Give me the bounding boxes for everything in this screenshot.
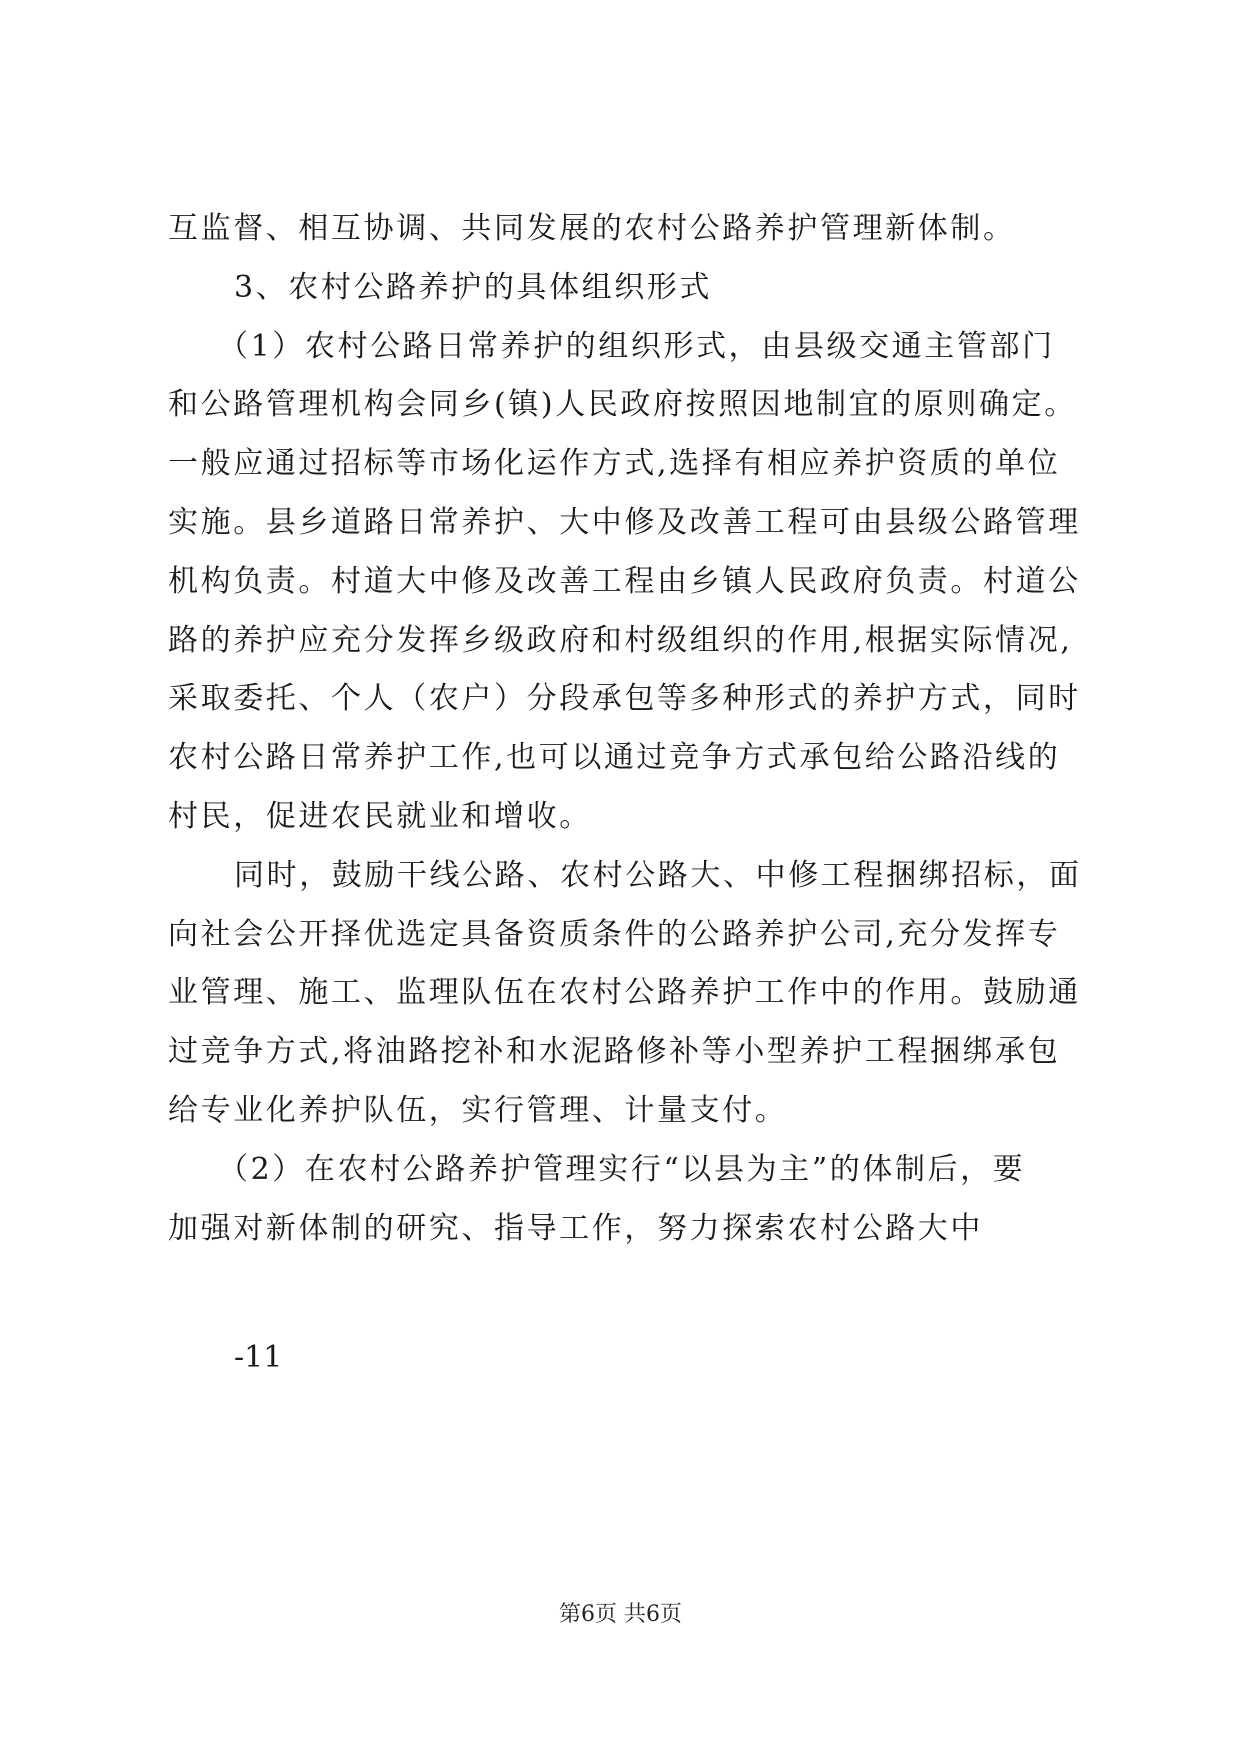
- page-footer: 第6页 共6页: [559, 1602, 682, 1627]
- page-mark: -11: [234, 1340, 283, 1375]
- text-line: （1）农村公路日常养护的组织形式，由县级交通主管部门: [218, 328, 1055, 364]
- text-line: 过竞争方式,将油路挖补和水泥路修补等小型养护工程捆绑承包: [168, 1034, 1061, 1070]
- text-line: 同时，鼓励干线公路、农村公路大、中修工程捆绑招标，面: [234, 857, 1082, 893]
- text-line: 加强对新体制的研究、指导工作，努力探索农村公路大中: [168, 1210, 983, 1246]
- text-line: 和公路管理机构会同乡(镇)人民政府按照因地制宜的原则确定。: [168, 387, 1077, 423]
- text-line: 互监督、相互协调、共同发展的农村公路养护管理新体制。: [168, 211, 1016, 246]
- text-line: 农村公路日常养护工作,也可以通过竞争方式承包给公路沿线的: [168, 740, 1061, 776]
- text-line: （2）在农村公路养护管理实行“以县为主”的体制后，要: [218, 1151, 1026, 1187]
- text-line: 采取委托、个人（农户）分段承包等多种形式的养护方式，同时: [168, 681, 1081, 717]
- section-heading: 3、农村公路养护的具体组织形式: [234, 269, 713, 305]
- text-line: 实施。县乡道路日常养护、大中修及改善工程可由县级公路管理: [168, 504, 1081, 540]
- text-line: 机构负责。村道大中修及改善工程由乡镇人民政府负责。村道公: [168, 563, 1081, 599]
- text-line: 给专业化养护队伍，实行管理、计量支付。: [168, 1092, 788, 1128]
- text-line: 一般应通过招标等市场化运作方式,选择有相应养护资质的单位: [168, 446, 1061, 482]
- text-line: 业管理、施工、监理队伍在农村公路养护工作中的作用。鼓励通: [168, 975, 1081, 1011]
- body-text: [168, 200, 1088, 1258]
- text-line: 村民，促进农民就业和增收。: [168, 798, 592, 834]
- text-line: 向社会公开择优选定具备资质条件的公路养护公司,充分发挥专: [168, 916, 1061, 952]
- text-line: 路的养护应充分发挥乡级政府和村级组织的作用,根据实际情况,: [168, 622, 1073, 658]
